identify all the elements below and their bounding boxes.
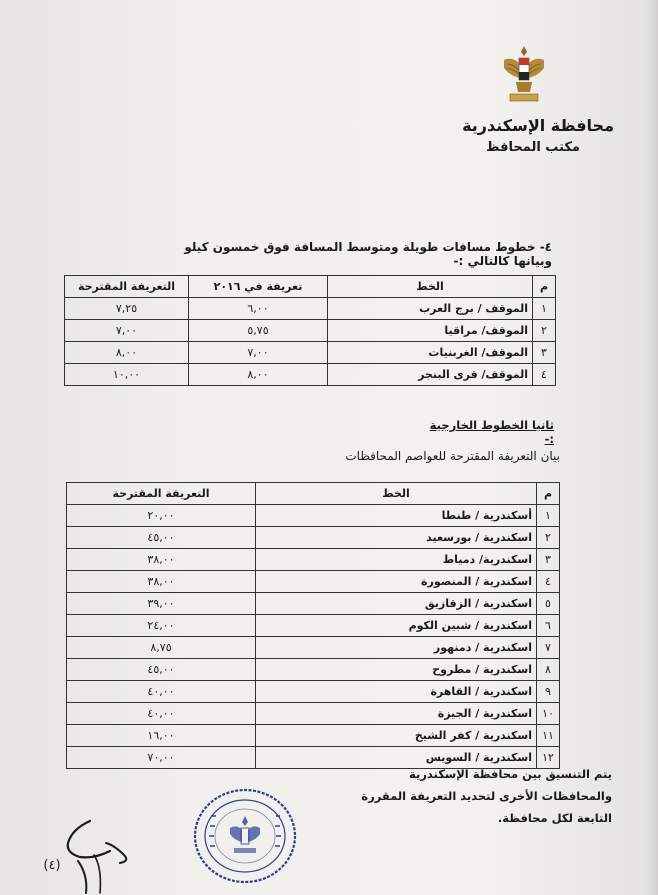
row-proposed: ١٠,٠٠ bbox=[65, 364, 189, 386]
col-header-num: م bbox=[537, 483, 560, 505]
row-tariff-2016: ٧,٠٠ bbox=[189, 342, 328, 364]
row-tariff-2016: ٨,٠٠ bbox=[189, 364, 328, 386]
row-line: الموقف/ قرى البنجر bbox=[328, 364, 533, 386]
col-header-line: الخط bbox=[256, 483, 537, 505]
row-proposed: ٣٩,٠٠ bbox=[67, 593, 256, 615]
col-header-num: م bbox=[533, 276, 556, 298]
row-tariff-2016: ٦,٠٠ bbox=[189, 298, 328, 320]
eagle-emblem-icon bbox=[500, 42, 548, 106]
row-line: اسكندرية / كفر الشيخ bbox=[256, 725, 537, 747]
row-num: ٦ bbox=[537, 615, 560, 637]
row-proposed: ٤٠,٠٠ bbox=[67, 703, 256, 725]
row-num: ٣ bbox=[533, 342, 556, 364]
table-row bbox=[65, 298, 556, 320]
section-long-distance-title: ٤- خطوط مسافات طويلة ومتوسط المسافة فوق خمسون كيلو وبيانها كالتالي :- bbox=[184, 240, 552, 268]
row-proposed: ٣٨,٠٠ bbox=[67, 549, 256, 571]
col-header-proposed: التعريفة المقترحة bbox=[67, 483, 256, 505]
row-num: ١٠ bbox=[537, 703, 560, 725]
row-line: اسكندرية / المنصورة bbox=[256, 571, 537, 593]
table-row bbox=[67, 659, 560, 681]
page-shadow bbox=[646, 0, 658, 895]
row-proposed: ٧,٢٥ bbox=[65, 298, 189, 320]
row-num: ٧ bbox=[537, 637, 560, 659]
table-row bbox=[67, 725, 560, 747]
note-line-1: يتم التنسيق بين محافظة الإسكندرية والمحافظات الأخرى لتحديد التعريفة المقررة bbox=[361, 767, 612, 803]
table-row bbox=[65, 364, 556, 386]
section-external-subtitle: بيان التعريفة المقترحة للعواصم المحافظات bbox=[345, 449, 560, 463]
table-row bbox=[67, 637, 560, 659]
row-tariff-2016: ٥,٧٥ bbox=[189, 320, 328, 342]
row-num: ٣ bbox=[537, 549, 560, 571]
col-header-line: الخط bbox=[328, 276, 533, 298]
col-header-proposed: التعريفة المقترحة bbox=[65, 276, 189, 298]
governor-office: مكتب المحافظ bbox=[486, 140, 580, 155]
row-num: ١ bbox=[533, 298, 556, 320]
row-line: الموقف / برج العرب bbox=[328, 298, 533, 320]
row-line: اسكندرية / مطروح bbox=[256, 659, 537, 681]
row-proposed: ٤٥,٠٠ bbox=[67, 659, 256, 681]
table-row bbox=[67, 527, 560, 549]
row-num: ٩ bbox=[537, 681, 560, 703]
row-proposed: ٨,٧٥ bbox=[67, 637, 256, 659]
row-proposed: ١٦,٠٠ bbox=[67, 725, 256, 747]
official-stamp-icon bbox=[192, 786, 298, 886]
row-proposed: ٤٥,٠٠ bbox=[67, 527, 256, 549]
page-number: (٤) bbox=[43, 858, 61, 873]
table-row bbox=[67, 505, 560, 527]
long-distance-table bbox=[64, 275, 556, 386]
row-line: اسكندرية / الجيزة bbox=[256, 703, 537, 725]
row-num: ٢ bbox=[533, 320, 556, 342]
table-row bbox=[67, 593, 560, 615]
row-num: ٤ bbox=[533, 364, 556, 386]
table-header-row bbox=[67, 483, 560, 505]
table-header-row bbox=[65, 276, 556, 298]
row-line: الموقف/ مراقيا bbox=[328, 320, 533, 342]
row-proposed: ٧٠,٠٠ bbox=[67, 747, 256, 769]
row-line: اسكندرية / شبين الكوم bbox=[256, 615, 537, 637]
row-line: اسكندرية / بورسعيد bbox=[256, 527, 537, 549]
row-proposed: ٤٠,٠٠ bbox=[67, 681, 256, 703]
row-proposed: ٢٤,٠٠ bbox=[67, 615, 256, 637]
table-row bbox=[67, 571, 560, 593]
row-num: ١ bbox=[537, 505, 560, 527]
row-num: ٥ bbox=[537, 593, 560, 615]
signature-icon bbox=[28, 815, 138, 895]
row-line: اسكندرية / القاهرة bbox=[256, 681, 537, 703]
row-line: اسكندرية / دمنهور bbox=[256, 637, 537, 659]
row-num: ٤ bbox=[537, 571, 560, 593]
coordination-note bbox=[360, 763, 612, 829]
row-line: الموقف/ الغربنيات bbox=[328, 342, 533, 364]
table-row bbox=[65, 320, 556, 342]
note-line-2: التابعة لكل محافظة. bbox=[497, 811, 612, 825]
col-header-tariff-2016: تعريفة في ٢٠١٦ bbox=[189, 276, 328, 298]
table-row bbox=[67, 681, 560, 703]
row-line: اسكندرية / السويس bbox=[256, 747, 537, 769]
row-line: أسكندرية / طنطا bbox=[256, 505, 537, 527]
row-num: ٢ bbox=[537, 527, 560, 549]
section-external-title: ثانيا الخطوط الخارجية :- bbox=[429, 418, 554, 446]
table-row bbox=[67, 615, 560, 637]
row-proposed: ٣٨,٠٠ bbox=[67, 571, 256, 593]
row-num: ١١ bbox=[537, 725, 560, 747]
row-proposed: ٢٠,٠٠ bbox=[67, 505, 256, 527]
row-num: ١٢ bbox=[537, 747, 560, 769]
row-line: اسكندرية/ دمياط bbox=[256, 549, 537, 571]
table-row bbox=[67, 549, 560, 571]
external-lines-table bbox=[66, 482, 560, 769]
table-row bbox=[67, 703, 560, 725]
row-proposed: ٧,٠٠ bbox=[65, 320, 189, 342]
row-num: ٨ bbox=[537, 659, 560, 681]
table-row bbox=[65, 342, 556, 364]
governorate-name: محافظة الإسكندرية bbox=[462, 116, 614, 135]
row-line: اسكندرية / الزقازيق bbox=[256, 593, 537, 615]
row-proposed: ٨,٠٠ bbox=[65, 342, 189, 364]
